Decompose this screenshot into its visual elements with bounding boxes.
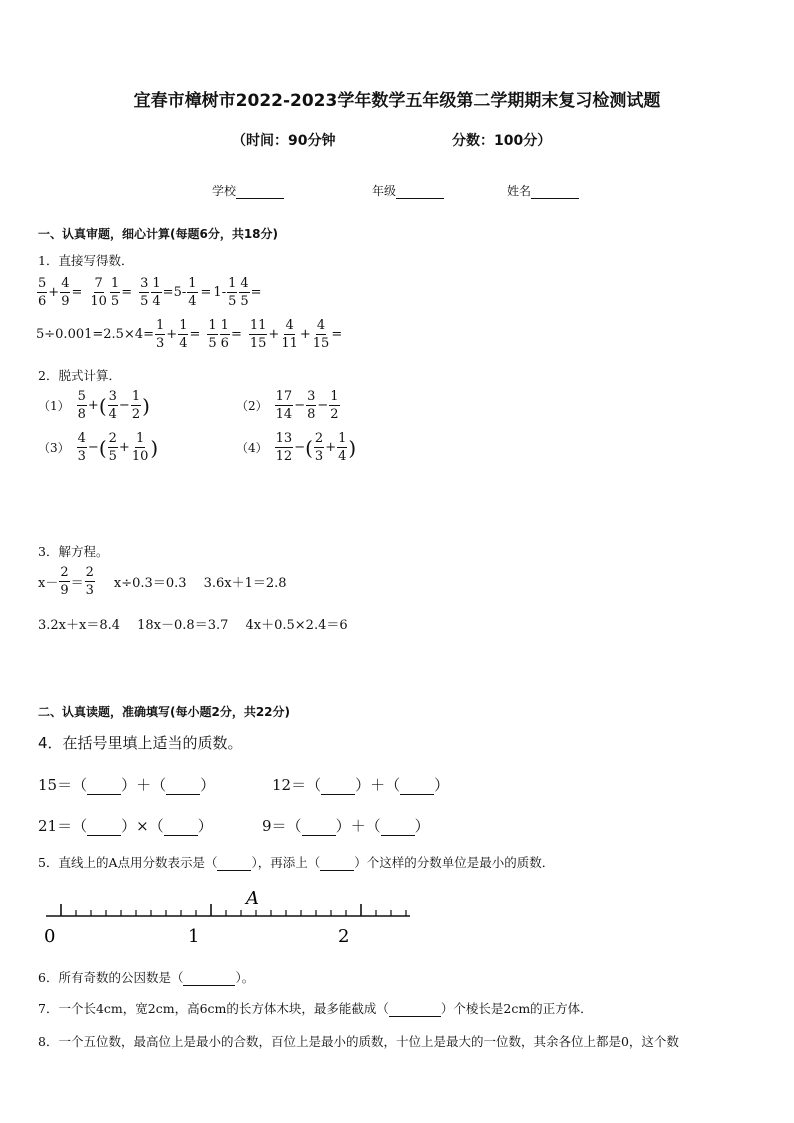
- fraction: $\frac{1}{3}$: [156, 318, 165, 351]
- tick-label-0: 0: [44, 926, 56, 947]
- tick-label-1: 1: [188, 926, 200, 947]
- fraction: $\frac{1}{4}$: [152, 276, 161, 309]
- answer-blank[interactable]: [320, 858, 354, 871]
- fraction: $\frac{7}{10}$: [90, 276, 107, 309]
- q3-line2: 3.2x＋x＝8.4 18x－0.8＝3.7 4x＋0.5×2.4＝6: [38, 618, 348, 633]
- exam-score: 分数：100分）: [452, 133, 552, 149]
- q7-text: 7．一个长4cm，宽2cm，高6cm的长方体木块，最多能截成（ ）个棱长是2cm的正方体．: [38, 1001, 593, 1016]
- fraction: $\frac{1}{6}$: [220, 318, 229, 351]
- answer-blank[interactable]: [183, 973, 235, 986]
- name-field[interactable]: [507, 182, 579, 199]
- number-line-ticks: [61, 904, 406, 916]
- grade-label: 年级: [372, 184, 397, 198]
- fraction: $\frac{1}{5}$: [228, 276, 237, 309]
- fraction: $\frac{1}{5}$: [208, 318, 217, 351]
- point-a-label: A: [246, 888, 259, 909]
- section2-heading: 二、认真读题，准确填写(每小题2分，共22分): [38, 705, 291, 719]
- answer-blank[interactable]: [400, 782, 434, 795]
- school-field[interactable]: [212, 182, 284, 199]
- exam-time: （时间：90分钟: [232, 133, 336, 149]
- q4-item-12: 12＝（ ）＋（ ）: [272, 776, 450, 794]
- q4-item-9: 9＝（ ）＋（ ）: [262, 817, 430, 835]
- answer-blank[interactable]: [381, 823, 415, 836]
- fraction: $\frac{1}{4}$: [188, 276, 197, 309]
- q1-row2: 5÷0.001=2.5×4= $\frac{1}{3}$ + $\frac{1}{4}$ = $\frac{1}{5}$ $\frac{1}{6}$ = $\frac{11}{15}$ + $\frac{4}{11}$ + $\frac{4}{15}$ =: [36, 318, 343, 351]
- answer-blank[interactable]: [87, 782, 121, 795]
- q2-item1: （1） $\frac{5}{8}$ + ( $\frac{3}{4}$ − $\frac{1}{2}$ ): [38, 389, 150, 422]
- q3-line1: x－ $\frac{2}{9}$ ＝ $\frac{2}{3}$ x÷0.3＝0.3 3.6x＋1＝2.8: [38, 565, 287, 598]
- q5-text: 5．直线上的A点用分数表示是（ ），再添上（ ）个这样的分数单位是最小的质数．: [38, 855, 555, 870]
- fraction: $\frac{1}{5}$: [110, 276, 120, 309]
- answer-blank[interactable]: [321, 782, 355, 795]
- fraction: $\frac{4}{15}$: [312, 318, 330, 351]
- q1-row1: $\frac{5}{6}$ + $\frac{4}{9}$ = $\frac{7}{10}$ $\frac{1}{5}$ = $\frac{3}{5}$ $\frac{1}{4}$ =5- $\frac{1}{4}$ = 1- $\frac{1}{5}$ $\frac{4}{5}$ =: [38, 276, 262, 309]
- answer-blank[interactable]: [164, 823, 198, 836]
- section1-heading: 一、认真审题，细心计算(每题6分，共18分): [38, 227, 279, 241]
- q8-text: 8．一个五位数，最高位上是最小的合数，百位上是最小的质数，十位上是最大的一位数，其余各位上都是0，这个数: [38, 1034, 679, 1049]
- fraction: $\frac{5}{6}$: [38, 276, 47, 309]
- answer-blank[interactable]: [302, 823, 336, 836]
- fraction: $\frac{1}{4}$: [179, 318, 188, 351]
- q1-label: 1．直接写得数．: [38, 253, 134, 268]
- q2-item4: （4） $\frac{13}{12}$ − ( $\frac{2}{3}$ + $\frac{1}{4}$ ): [236, 431, 357, 464]
- fraction: $\frac{4}{9}$: [61, 276, 70, 309]
- grade-field[interactable]: [372, 182, 444, 199]
- name-label: 姓名: [507, 184, 532, 198]
- answer-blank[interactable]: [217, 858, 251, 871]
- q3-label: 3．解方程。: [38, 544, 109, 559]
- name-blank[interactable]: [531, 185, 579, 199]
- fraction: $\frac{4}{5}$: [240, 276, 249, 309]
- tick-label-2: 2: [338, 926, 350, 947]
- answer-blank[interactable]: [166, 782, 200, 795]
- q1-row2-prefix: 5÷0.001=2.5×4=: [36, 327, 155, 342]
- number-line: [40, 884, 420, 948]
- q2-item3: （3） $\frac{4}{3}$ − ( $\frac{2}{5}$ + $\frac{1}{10}$ ): [38, 431, 159, 464]
- q2-item2: （2） $\frac{17}{14}$ − $\frac{3}{8}$ − $\frac{1}{2}$: [236, 389, 339, 422]
- fraction: $\frac{11}{15}$: [249, 318, 267, 351]
- q4-item-15: 15＝（ ）＋（ ）: [38, 776, 216, 794]
- fraction: $\frac{3}{5}$: [140, 276, 149, 309]
- answer-blank[interactable]: [389, 1004, 441, 1017]
- q2-label: 2．脱式计算．: [38, 368, 121, 383]
- answer-blank[interactable]: [87, 823, 121, 836]
- q4-item-21: 21＝（ ）×（ ）: [38, 817, 213, 835]
- page-title: 宜春市樟树市2022-2023学年数学五年级第二学期期末复习检测试题: [133, 91, 661, 111]
- fraction: $\frac{4}{11}$: [281, 318, 298, 351]
- q4-label: 4．在括号里填上适当的质数。: [38, 734, 243, 752]
- grade-blank[interactable]: [396, 185, 444, 199]
- school-label: 学校: [212, 184, 237, 198]
- q6-text: 6．所有奇数的公因数是（ ）。: [38, 970, 255, 985]
- school-blank[interactable]: [236, 185, 284, 199]
